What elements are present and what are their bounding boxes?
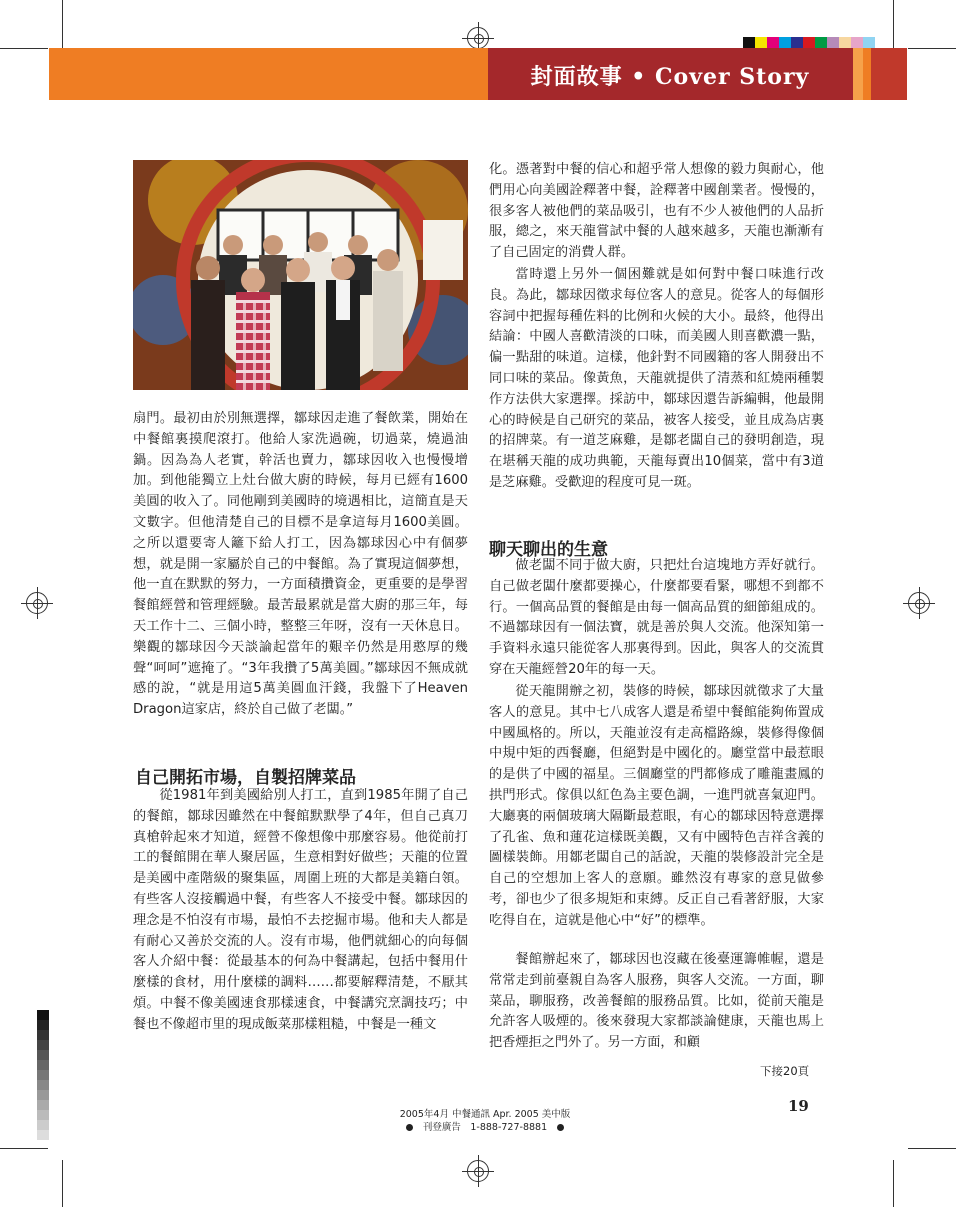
crop-mark [893,1160,894,1207]
crop-mark [62,1160,63,1207]
bullet-icon [557,1124,564,1131]
header-banner-stripe [853,48,863,100]
right-paragraph-4: 從天龍開辦之初，裝修的時候，鄒球因就徵求了大量客人的意見。其中七八成客人還是希望中餐館能夠佈置成中國風格的。所以，天龍並沒有走高檔路線，裝修得像個中規中矩的西餐廳，但絕對是中國化的。廳堂當中最惹眼的是供了中國的福星。三個廳堂的門都修成了雕龍畫鳳的拱門形式。傢俱以紅色為主要色調，一進門就喜氣迎門。大廳裏的兩個玻璃大隔斷最惹眼，有心的鄒球因特意選擇了孔雀、魚和蓮花這樣既美觀，又有中國特色吉祥含義的圖樣裝飾。用鄒老闆自己的話說，天龍的裝修設計完全是自己的空想加上客人的意願。雖然沒有專家的意見做參考，卻也少了很多規矩和束縛。反正自己看著舒服，大家吃得自在，這就是他心中“好”的標準。 [489,684,824,928]
page-number: 19 [788,1097,809,1115]
registration-mark [908,592,930,614]
crop-mark [0,1148,48,1149]
crop-mark [908,48,956,49]
section-title: 封面故事 • Cover Story [530,64,810,90]
registration-mark [467,1160,489,1182]
header-banner-stripe [863,48,871,100]
left-paragraph-2: 從1981年到美國給別人打工，直到1985年開了自己的餐館，鄒球因雖然在中餐館默默學了4年，但自己真刀真槍幹起來才知道，經營不像想像中那麼容易。他從前打工的餐館開在華人聚居區，生意相對好做些；天龍的位置是美國中產階級的聚集區，周圍上班的大都是美籍白領。有些客人沒接觸過中餐，有些客人不接受中餐。鄒球因的理念是不怕沒有市場，最怕不去挖掘市場。他和夫人都是有耐心又善於交流的人。沒有市場，他們就細心的向每個客人介紹中餐：從最基本的何為中餐講起，包括中餐用什麼樣的食材，用什麼樣的調料……都要解釋清楚，不厭其煩。中餐不像美國速食那樣速食，中餐講究烹調技巧；中餐也不像超市里的現成飯菜那樣粗糙，中餐是一種文 [133,788,468,1032]
right-paragraph-1: 化。憑著對中餐的信心和超乎常人想像的毅力與耐心，他們用心向美國詮釋著中餐，詮釋著中國創業者。慢慢的，很多客人被他們的菜品吸引，也有不少人被他們的人品折服，總之，來天龍嘗試中餐的人越來越多，天龍也漸漸有了自己固定的消費人群。 [489,162,824,261]
bullet-icon [406,1124,413,1131]
registration-mark [26,592,48,614]
right-paragraph-5: 餐館辦起來了，鄒球因也沒藏在後臺運籌帷幄，還是常常走到前臺親自為客人服務，與客人交流。一方面，聊菜品，聊服務，改善餐館的服務品質。比如，從前天龍是允許客人吸煙的。後來發現大家都談論健康，天龍也馬上把香煙拒之門外了。另一方面，和顧 [489,952,824,1051]
footer-publication-line: 2005年4月 中餐通訊 Apr. 2005 美中版 [399,1109,571,1120]
header-banner-stripe [871,48,907,100]
right-paragraph-2: 當時還上另外一個困難就是如何對中餐口味進行改良。為此，鄒球因徵求每位客人的意見。從客人的每個形容詞中把握每種佐料的比例和火候的大小。最終，他得出結論：中國人喜歡清淡的口味，而美國人則喜歡濃一點，偏一點甜的味道。這樣，他針對不同國籍的客人開發出不同口味的菜品。像黃魚，天龍就提供了清蒸和紅燒兩種製作方法供大家選擇。採訪中，鄒球因還告訴編輯，他最開心的時候是自己研究的菜品，被客人接受，並且成為店裏的招牌菜。有一道芝麻雞，是鄒老闆自己的發明創造，現在堪稱天龍的成功典範，天龍每賣出10個菜，當中有3道是芝麻雞。受歡迎的程度可見一斑。 [489,267,824,490]
section-heading: 自己開拓市場，自製招牌菜品 [135,768,356,788]
footer-advert-text: 刊登廣告 1-888-727-8881 [422,1122,548,1133]
section-heading: 聊天聊出的生意 [489,540,608,560]
crop-mark [0,48,48,49]
continued-note: 下接20頁 [760,1064,810,1078]
footer-advert-line [350,1119,620,1133]
registration-mark [467,27,489,49]
crop-mark [908,1148,956,1149]
crop-mark [62,0,63,48]
right-paragraph-3: 做老闆不同于做大廚，只把灶台這塊地方弄好就行。自己做老闆什麼都要操心，什麼都要看緊，哪想不到都不行。一個高品質的餐館是由每一個高品質的細節組成的。不過鄒球因有一個法寶，就是善於與人交流。他深知第一手資料永遠只能從客人那裏得到。因此，與客人的交流貫穿在天龍經營20年的每一天。 [489,558,824,677]
left-paragraph-1: 扇門。最初由於別無選擇，鄒球因走進了餐飲業，開始在中餐館裏摸爬滾打。他給人家洗過碗，切過菜，燒過油鍋。因為為人老實，幹活也賣力，鄒球因收入也慢慢增加。到他能獨立上灶台做大廚的時候，每月已經有1600美圓的收入了。同他剛到美國時的境遇相比，這簡直是天文數字。但他清楚自己的目標不是拿這每月1600美圓。之所以還要寄人籬下給人打工，因為鄒球因心中有個夢想，就是開一家屬於自己的中餐館。為了實現這個夢想，他一直在默默的努力，一方面積攢資金，更重要的是學習餐館經營和管理經驗。最苦最累就是當大廚的那三年，每天工作十二、三個小時，整整三年呀，沒有一天休息日。樂觀的鄒球因今天談論起當年的艱辛仍然是用憨厚的幾聲“呵呵”遮掩了。“3年我攢了5萬美圓。”鄒球因不無成就感的說，“就是用這5萬美圓血汗錢，我盤下了Heaven Dragon這家店，終於自己做了老闆。” [133,411,468,718]
group-photo [133,160,468,390]
crop-mark [893,0,894,48]
